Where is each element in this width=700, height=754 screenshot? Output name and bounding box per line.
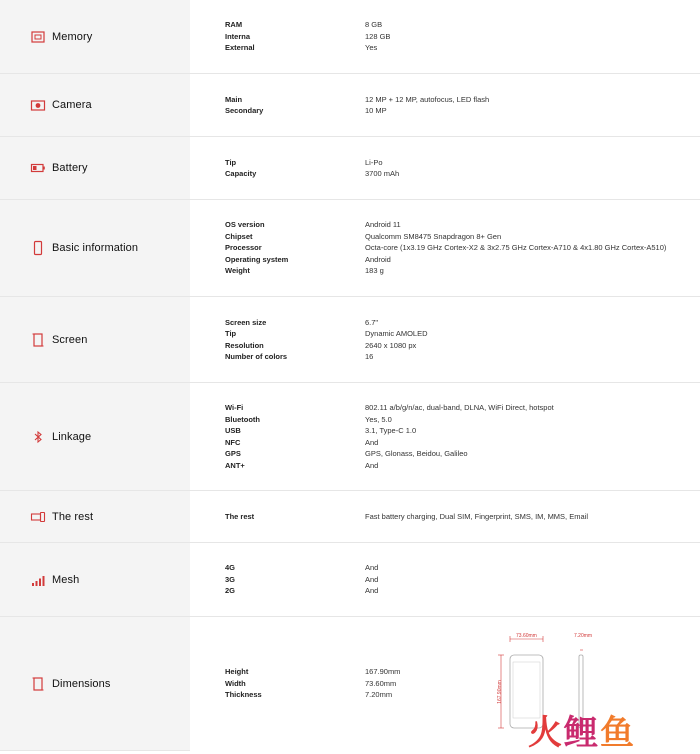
spec-list: [225, 94, 489, 117]
spec-key: NFC: [225, 437, 241, 447]
spec-row: [225, 219, 666, 231]
spec-row: [225, 585, 378, 597]
spec-value: 802.11 a/b/g/n/ac, dual-band, DLNA, WiFi Direct, hotspot: [365, 403, 554, 412]
spec-value: 3.1, Type-C 1.0: [365, 426, 417, 435]
spec-value: Android: [365, 254, 391, 264]
spec-key: Chipset: [225, 231, 253, 241]
section-camera: [0, 74, 700, 137]
section-title: Camera: [52, 99, 92, 111]
section-memory: [0, 0, 700, 74]
section-title: Mesh: [52, 573, 80, 586]
spec-row: [225, 157, 399, 169]
section-linkage: [0, 383, 700, 491]
spec-key: Resolution: [225, 340, 264, 350]
spec-value: And: [365, 460, 379, 470]
signal-icon: [30, 572, 46, 588]
section-header: [0, 383, 190, 491]
spec-row: [225, 242, 666, 254]
camera-icon: [30, 97, 46, 113]
spec-key: Interna: [225, 31, 251, 41]
spec-list: [225, 157, 399, 180]
section-header: [0, 0, 190, 74]
spec-value: Yes, 5.0: [365, 414, 392, 424]
watermark-char: 鲤: [564, 714, 600, 752]
misc-icon: [30, 509, 46, 525]
spec-list: [225, 666, 400, 701]
spec-key: GPS: [225, 449, 241, 458]
section-screen: [0, 297, 700, 383]
spec-value: And: [365, 437, 379, 447]
spec-row: [225, 317, 428, 329]
spec-row: [225, 265, 666, 277]
spec-value: Yes: [365, 43, 378, 53]
spec-key: RAM: [225, 20, 243, 30]
spec-list: [225, 402, 554, 471]
spec-row: [225, 19, 390, 31]
spec-key: Screen size: [225, 317, 267, 327]
screen-icon: [30, 332, 46, 348]
section-title: The rest: [52, 510, 94, 523]
spec-row: [225, 231, 666, 243]
spec-row: [225, 425, 554, 437]
section-title: Dimensions: [52, 677, 111, 690]
spec-key: Weight: [225, 266, 250, 276]
spec-row: [225, 42, 390, 54]
spec-value: Dynamic AMOLED: [365, 329, 428, 338]
spec-list: [225, 219, 666, 277]
watermark-char: 火: [528, 714, 564, 752]
spec-row: [225, 402, 554, 414]
spec-row: [225, 437, 554, 449]
spec-value: 10 MP: [365, 106, 387, 115]
spec-list: [225, 562, 378, 597]
spec-key: 2G: [225, 586, 236, 596]
spec-value: Android 11: [365, 220, 401, 230]
spec-row: [225, 31, 390, 43]
spec-value: 2640 x 1080 px: [365, 340, 417, 350]
section-header: [0, 617, 190, 751]
bluetooth-icon: [30, 429, 46, 445]
spec-list: [225, 317, 428, 363]
spec-list: [225, 511, 588, 523]
spec-key: Capacity: [225, 169, 257, 178]
spec-key: ANT+: [225, 460, 245, 470]
section-title: Screen: [52, 333, 88, 346]
spec-value: 128 GB: [365, 31, 391, 41]
section-header: [0, 543, 190, 617]
spec-key: Wi-Fi: [225, 403, 244, 412]
section-title: Memory: [52, 30, 93, 43]
spec-key: The rest: [225, 511, 255, 521]
section-mesh: [0, 543, 700, 617]
spec-row: [225, 254, 666, 266]
spec-value: Li-Po: [365, 157, 383, 167]
section-title: Basic information: [52, 242, 139, 254]
section-the-rest: [0, 491, 700, 543]
section-header: [0, 137, 190, 200]
spec-row: [225, 351, 428, 363]
spec-value: 7.20mm: [365, 690, 393, 700]
spec-list: [225, 19, 390, 54]
spec-value: 3700 mAh: [365, 169, 400, 178]
spec-key: OS version: [225, 220, 265, 230]
spec-key: 4G: [225, 563, 236, 573]
spec-value: And: [365, 586, 379, 596]
spec-value: And: [365, 563, 379, 573]
spec-key: Width: [225, 678, 246, 688]
section-header: [0, 297, 190, 383]
watermark-char: 鱼: [600, 714, 636, 752]
spec-key: Main: [225, 94, 243, 104]
spec-key: Bluetooth: [225, 414, 260, 424]
spec-row: [225, 511, 588, 523]
spec-value: 8 GB: [365, 20, 383, 30]
dimensions-icon: [30, 676, 46, 692]
spec-key: Processor: [225, 243, 262, 253]
spec-row: [225, 105, 489, 117]
spec-row: [225, 340, 428, 352]
spec-value: 73.60mm: [365, 678, 397, 688]
spec-value: Qualcomm SM8475 Snapdragon 8+ Gen: [365, 231, 502, 241]
spec-row: [225, 414, 554, 426]
spec-key: External: [225, 43, 255, 53]
spec-row: [225, 94, 489, 106]
watermark-logo: [528, 705, 636, 754]
spec-key: 3G: [225, 574, 236, 584]
spec-value: 167.90mm: [365, 667, 401, 677]
spec-key: Operating system: [225, 254, 289, 264]
spec-row: [225, 328, 428, 340]
section-header: [0, 74, 190, 137]
battery-icon: [30, 160, 46, 176]
spec-value: 16: [365, 352, 374, 361]
spec-value: 6.7": [365, 317, 379, 327]
spec-value: 12 MP + 12 MP, autofocus, LED flash: [365, 94, 490, 104]
spec-value: And: [365, 574, 379, 584]
spec-key: Secondary: [225, 106, 264, 115]
section-title: Battery: [52, 162, 88, 174]
spec-value: 183 g: [365, 266, 384, 276]
section-basic-information: [0, 200, 700, 297]
spec-value: GPS, Glonass, Beidou, Galileo: [365, 449, 468, 458]
section-header: [0, 200, 190, 297]
spec-key: USB: [225, 426, 241, 435]
spec-key: Thickness: [225, 690, 262, 700]
spec-row: [225, 562, 378, 574]
spec-row: [225, 574, 378, 586]
spec-key: Tip: [225, 157, 237, 167]
spec-row: [225, 678, 400, 690]
spec-row: [225, 666, 400, 678]
spec-key: Tip: [225, 329, 237, 338]
spec-row: [225, 448, 554, 460]
depth-dimension-label: 7.20mm: [574, 633, 593, 639]
spec-row: [225, 168, 399, 180]
spec-value: Octa-core (1x3.19 GHz Cortex-X2 & 3x2.75 GHz Cortex-A710 & 4x1.80 GHz Cortex-A510): [365, 243, 667, 253]
spec-row: [225, 689, 400, 701]
section-title: Linkage: [52, 430, 92, 443]
section-battery: [0, 137, 700, 200]
spec-row: [225, 460, 554, 472]
phone-icon: [30, 240, 46, 256]
memory-chip-icon: [30, 29, 46, 45]
spec-key: Number of colors: [225, 352, 288, 361]
height-dimension-label: 167.90mm: [496, 680, 503, 704]
spec-value: Fast battery charging, Dual SIM, Fingerprint, SMS, IM, MMS, Email: [365, 511, 588, 521]
spec-key: Height: [225, 667, 249, 677]
section-header: [0, 491, 190, 543]
width-dimension-label: 73.60mm: [516, 633, 537, 639]
